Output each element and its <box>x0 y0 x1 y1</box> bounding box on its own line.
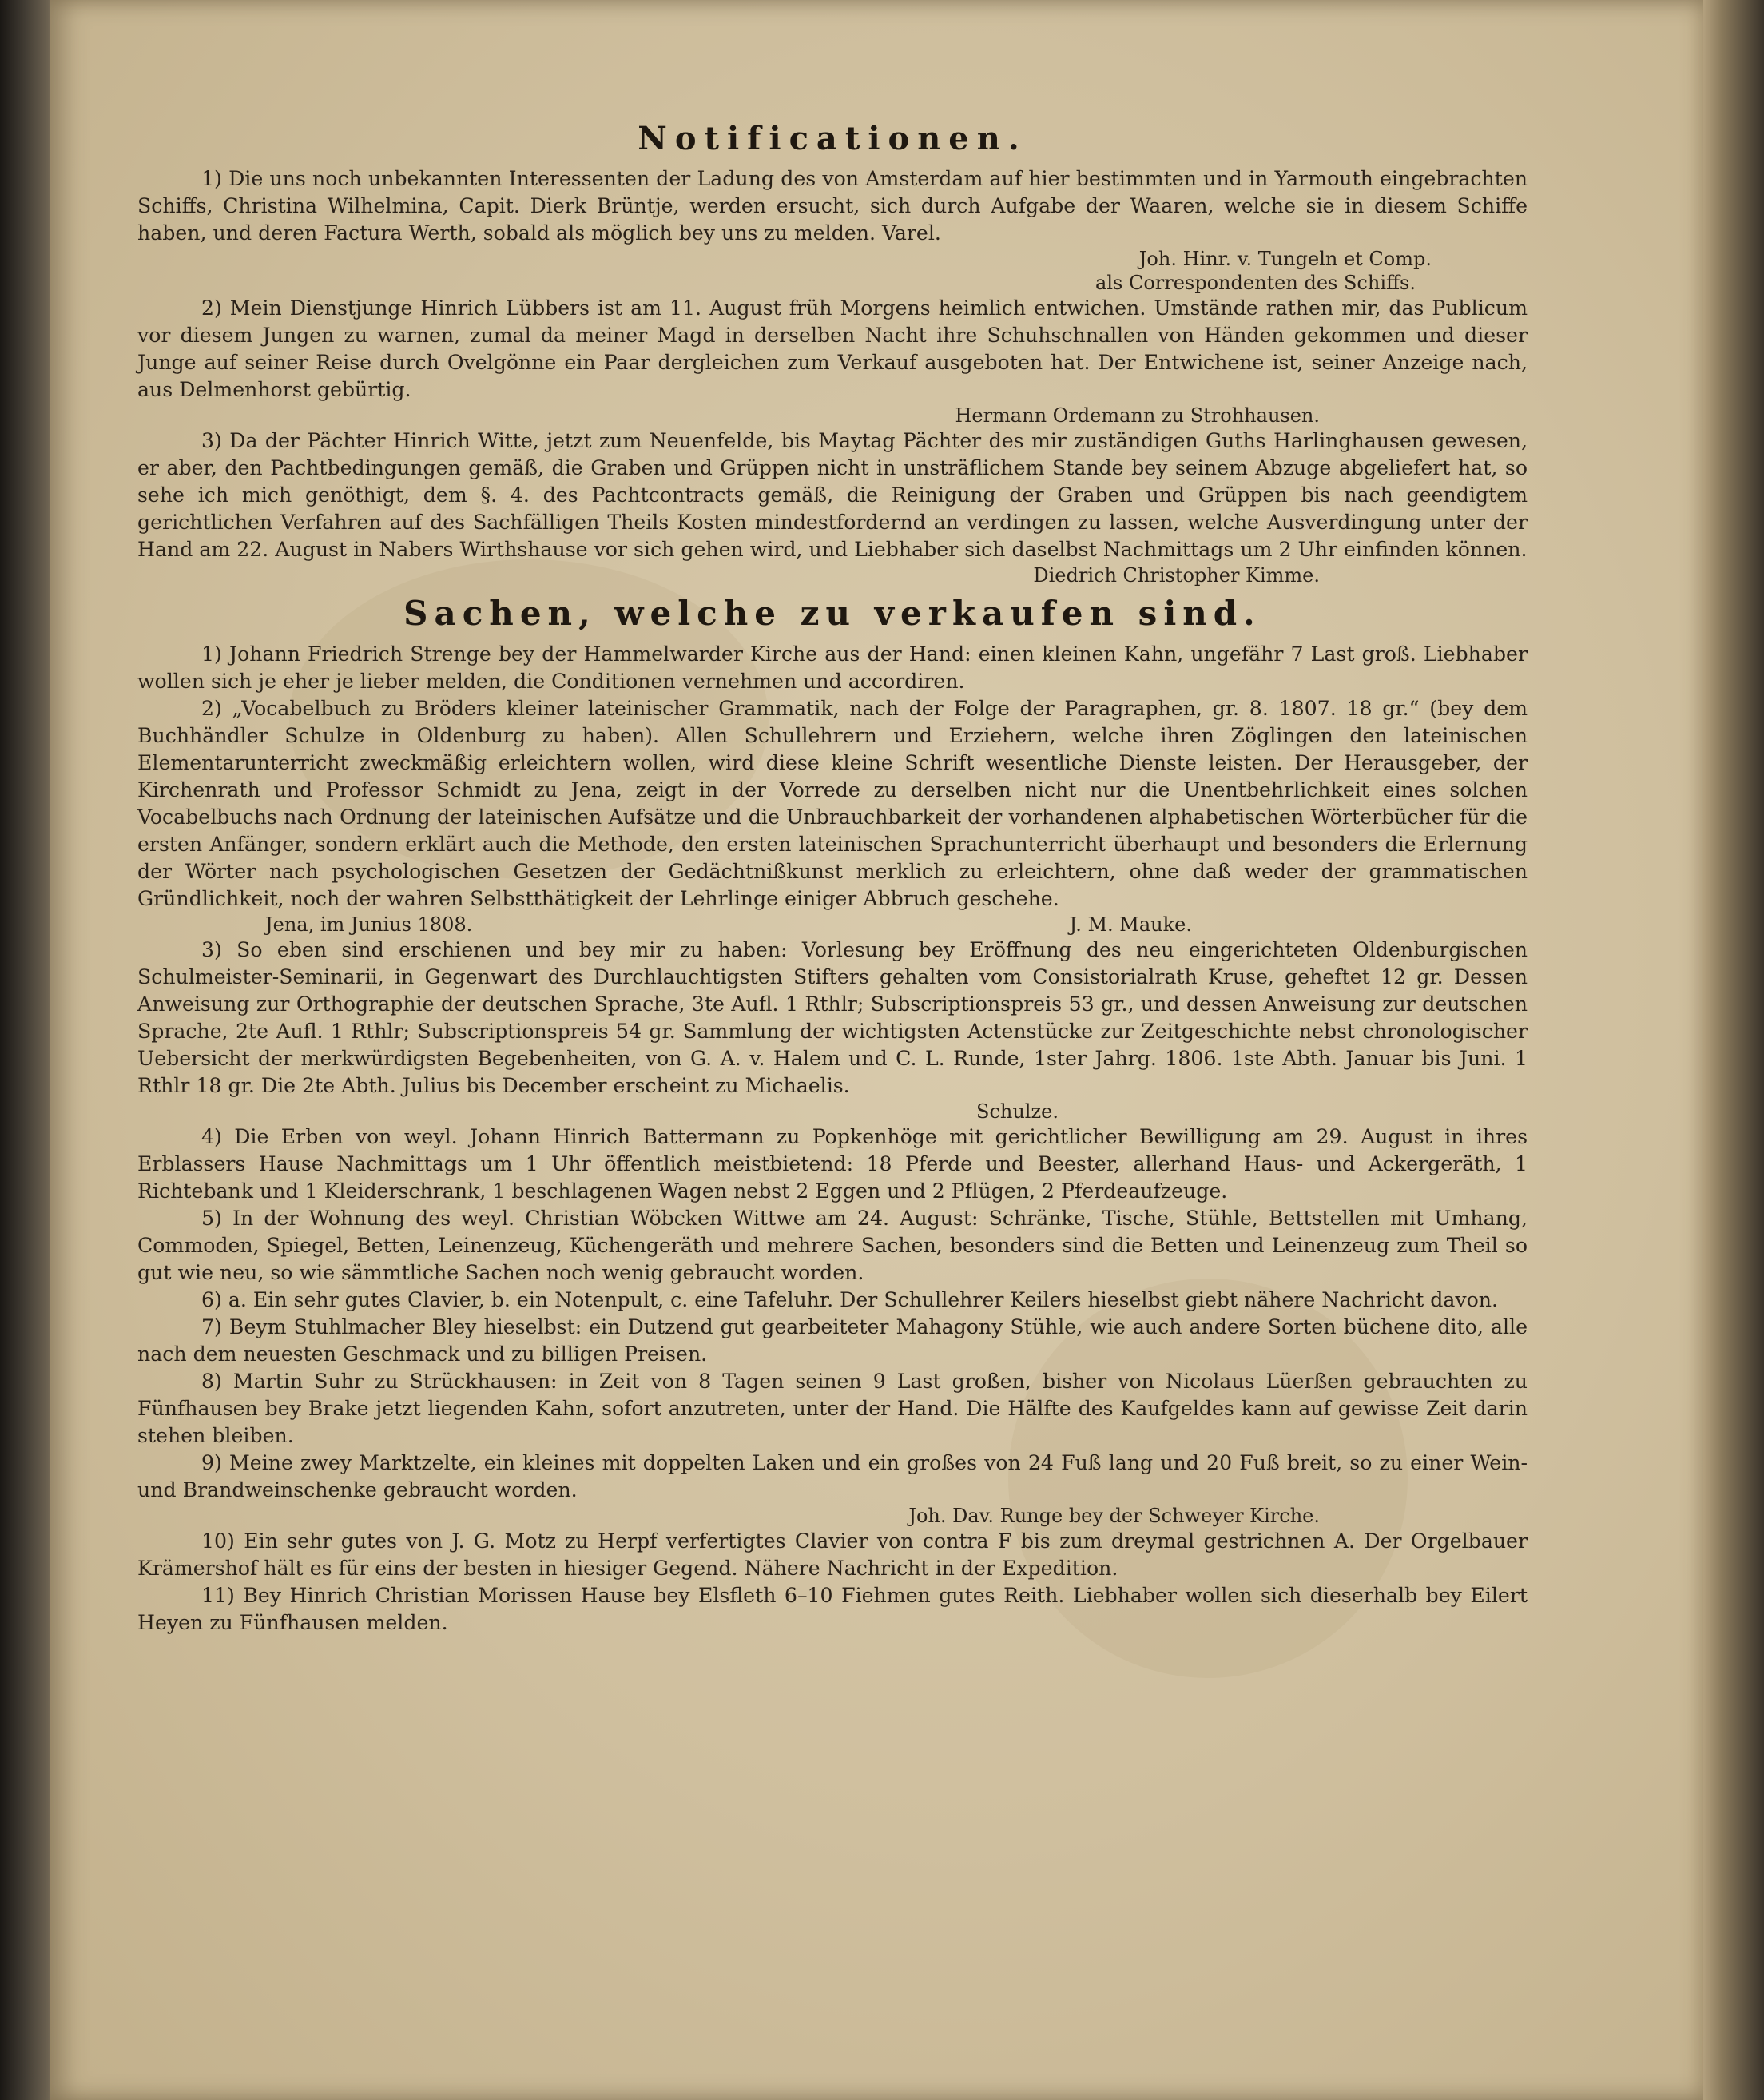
page-content <box>137 120 1528 1637</box>
sale-item-10: 10) Ein sehr gutes von J. G. Motz zu Herpf verfertigtes Clavier von contra F bis zum dreymal gestrichnen A. Der Orgelbauer Krämershof hält es für eins der besten in hiesiger Gegend. Nähere Nachricht in der Expedition. <box>137 1529 1528 1580</box>
book-spine <box>0 0 56 2100</box>
sale-item-8: 8) Martin Suhr zu Strückhausen: in Zeit von 8 Tagen seinen 9 Last großen, bisher von Nicolaus Lüerßen gebrauchten zu Fünfhausen bey Brake jetzt liegenden Kahn, sofort anzutreten, unter der Hand. Die Hälfte des Kaufgeldes kann auf gewisse Zeit darin stehen bleiben. <box>137 1370 1528 1447</box>
sale-item-9: 9) Meine zwey Marktzelte, ein kleines mit doppelten Laken und ein großes von 24 Fuß lang und 20 Fuß breit, so zu einer Wein- und Brandweinschenke gebraucht worden. <box>137 1451 1528 1501</box>
sale-item-9-signature: Joh. Dav. Runge bey der Schweyer Kirche. <box>908 1505 1320 1527</box>
page-edge <box>1703 0 1764 2100</box>
sale-item-11: 11) Bey Hinrich Christian Morissen Hause bey Elsfleth 6–10 Fiehmen gutes Reith. Liebhaber wollen sich dieserhalb bey Eilert Heyen zu Fünfhausen melden. <box>137 1584 1528 1634</box>
notification-2-signature: Hermann Ordemann zu Strohhausen. <box>955 404 1320 427</box>
sale-item-3: 3) So eben sind erschienen und bey mir zu haben: Vorlesung bey Eröffnung des neu eingerichteten Oldenburgischen Schulmeister-Seminarii, in Gegenwart des Durchlauchtigsten Stifters gehalten vom Consistorialrath Kruse, geheftet 12 gr. Dessen Anweisung zur Orthographie der deutschen Sprache, 3te Aufl. 1 Rthlr; Subscriptionspreis 53 gr., und dessen Anweisung zur deutschen Sprache, 2te Aufl. 1 Rthlr; Subscriptionspreis 54 gr. Sammlung der wichtigsten Actenstücke zur Zeitgeschichte nebst chronologischer Uebersicht der merkwürdigsten Begebenheiten, von G. A. v. Halem und C. L. Runde, 1ster Jahrg. 1806. 1ste Abth. Januar bis Juni. 1 Rthlr 18 gr. Die 2te Abth. Julius bis December erscheint zu Michaelis. <box>137 938 1528 1097</box>
notification-1-signature: Joh. Hinr. v. Tungeln et Comp. <box>1138 248 1432 270</box>
notification-2: 2) Mein Dienstjunge Hinrich Lübbers ist am 11. August früh Morgens heimlich entwichen. Umstände rathen mir, das Publicum vor diesem Jungen zu warnen, zumal da meiner Magd in derselben Nacht ihre Schuhschnallen von Händen gekommen und dieser Junge auf seiner Reise durch Ovelgönne ein Paar dergleichen zum Verkauf ausgeboten hat. Der Entwichene ist, seiner Anzeige nach, aus Delmenhorst gebürtig. <box>137 296 1528 401</box>
notification-1: 1) Die uns noch unbekannten Interessenten der Ladung des von Amsterdam auf hier bestimmten und in Yarmouth eingebrachten Schiffs, Christina Wilhelmina, Capit. Dierk Brüntje, werden ersucht, sich durch Aufgabe der Waaren, welche sie in diesem Schiffe haben, und deren Factura Werth, sobald als möglich bey uns zu melden. Varel. <box>137 167 1528 245</box>
sale-item-2-signature-line <box>137 913 1528 937</box>
notification-3-signature: Diedrich Christopher Kimme. <box>1033 564 1320 587</box>
sale-item-1: 1) Johann Friedrich Strenge bey der Hammelwarder Kirche aus der Hand: einen kleinen Kahn, ungefähr 7 Last groß. Liebhaber wollen sich je eher je lieber melden, die Conditionen vernehmen und accordiren. <box>137 642 1528 693</box>
notification-3: 3) Da der Pächter Hinrich Witte, jetzt zum Neuenfelde, bis Maytag Pächter des mir zuständigen Guths Harlinghausen gewesen, er aber, den Pachtbedingungen gemäß, die Graben und Grüppen nicht in unsträflichem Stande bey seinem Abzuge abgeliefert hat, so sehe ich mich genöthigt, dem §. 4. des Pachtcontracts gemäß, die Reinigung der Graben und Grüppen bis nach geendigtem gerichtlichen Verfahren auf des Sachfälligen Theils Kosten mindestfordernd an verdingen zu lassen, welche Ausverdingung unter der Hand am 22. August in Nabers Wirthshause vor sich gehen wird, und Liebhaber sich daselbst Nachmittags um 2 Uhr einfinden können. <box>137 429 1528 561</box>
sale-item-5: 5) In der Wohnung des weyl. Christian Wöbcken Wittwe am 24. August: Schränke, Tische, Stühle, Bettstellen mit Umhang, Commoden, Spiegel, Betten, Leinenzeug, Küchengeräth und mehrere Sachen, besonders sind die Betten und Leinenzeug zum Theil so gut wie neu, so wie sämmtliche Sachen noch wenig gebraucht worden. <box>137 1207 1528 1284</box>
sale-item-3-signature: Schulze. <box>976 1100 1059 1123</box>
newspaper-page <box>50 0 1703 2100</box>
sale-item-2-signature: J. M. Mauke. <box>1069 913 1192 936</box>
sale-item-2: 2) „Vocabelbuch zu Bröders kleiner lateinischer Grammatik, nach der Folge der Paragraphen, gr. 8. 1807. 18 gr.“ (bey dem Buchhändler Schulze in Oldenburg zu haben). Allen Schullehrern und Erziehern, welche ihren Zöglingen den lateinischen Elementarunterricht zweckmäßig erleichtern wollen, wird diese kleine Schrift wesentliche Dienste leisten. Der Herausgeber, der Kirchenrath und Professor Schmidt zu Jena, zeigt in der Vorrede zu derselben nicht nur die Unentbehrlichkeit eines solchen Vocabelbuchs nach Ordnung der lateinischen Aufsätze und die Unbrauchbarkeit der vorhandenen alphabetischen Wörterbücher für die ersten Anfänger, sondern erklärt auch die Methode, den ersten lateinischen Sprachunterricht überhaupt und besonders die Erlernung der Wörter nach psychologischen Gesetzen der Gedächtnißkunst merklich zu erleichtern, ohne daß weder der grammatischen Gründlichkeit, noch der wahren Selbstthätigkeit der Lehrlinge einiger Abbruch geschehe. <box>137 697 1528 910</box>
sale-item-4: 4) Die Erben von weyl. Johann Hinrich Battermann zu Popkenhöge mit gerichtlicher Bewilligung am 29. August in ihres Erblassers Hause Nachmittags um 1 Uhr öffentlich meistbietend: 18 Pferde und Beester, allerhand Haus- und Ackergeräth, 1 Richtebank und 1 Kleiderschrank, 1 beschlagenen Wagen nebst 2 Eggen und 2 Pflügen, 2 Pferdeaufzeuge. <box>137 1125 1528 1203</box>
sale-item-2-place-date: Jena, im Junius 1808. <box>265 913 473 936</box>
section-heading-notifications: Notificationen. <box>638 120 1027 157</box>
sale-item-6: 6) a. Ein sehr gutes Clavier, b. ein Notenpult, c. eine Tafeluhr. Der Schullehrer Keilers hieselbst giebt nähere Nachricht davon. <box>201 1288 1499 1311</box>
sale-item-7: 7) Beym Stuhlmacher Bley hieselbst: ein Dutzend gut gearbeiteter Mahagony Stühle, wie auch andere Sorten büchene dito, alle nach dem neuesten Geschmack und zu billigen Preisen. <box>137 1315 1528 1366</box>
notification-1-signature-role: als Correspondenten des Schiffs. <box>1095 272 1416 294</box>
section-heading-sale: Sachen, welche zu verkaufen sind. <box>403 594 1261 633</box>
